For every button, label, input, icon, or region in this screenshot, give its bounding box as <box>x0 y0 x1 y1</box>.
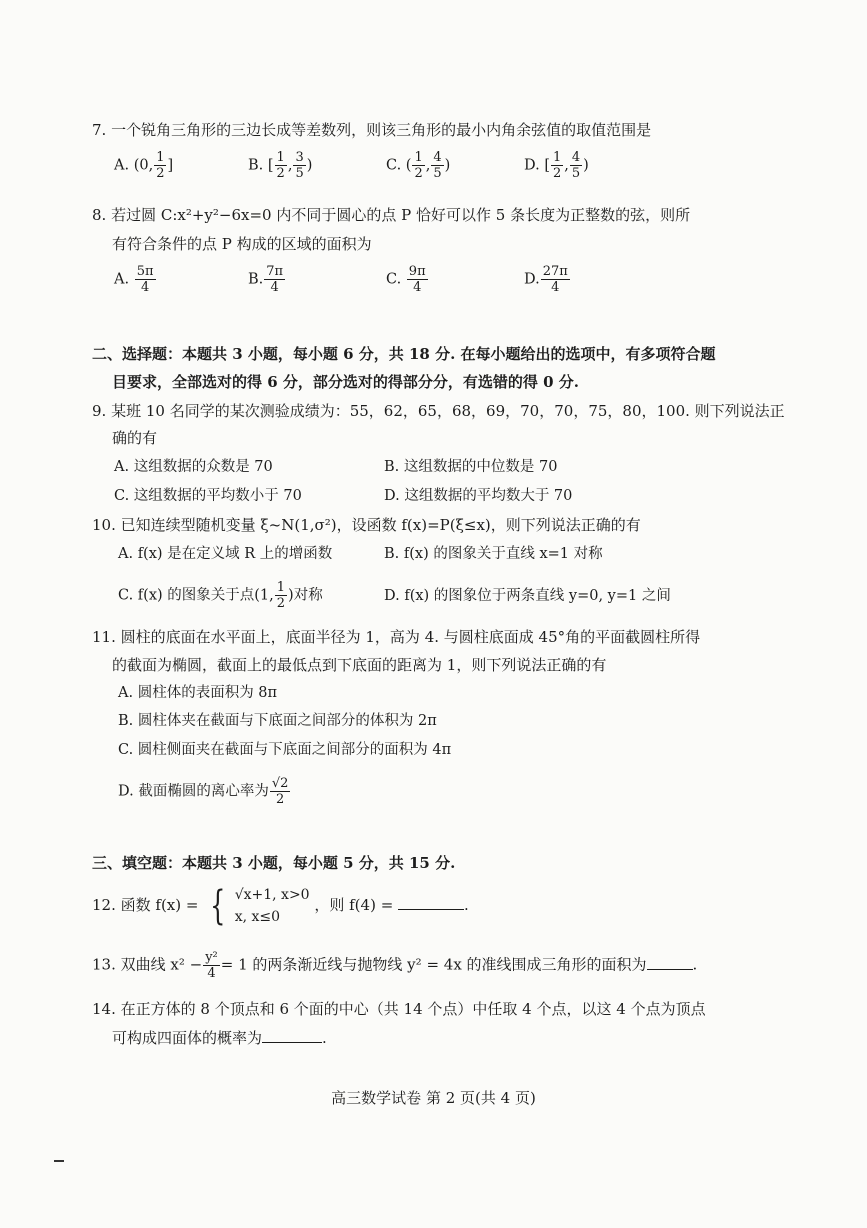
q11-option-c: C. 圆柱侧面夹在截面与下底面之间部分的面积为 4π <box>118 742 452 758</box>
q10-option-c: C. f(x) 的图象关于点(1, $\frac{1}{2}$ )对称 <box>118 580 323 611</box>
q7-stem: 7. 一个锐角三角形的三边长成等差数列，则该三角形的最小内角余弦值的取值范围是 <box>92 121 652 139</box>
q9-option-a: A. 这组数据的众数是 70 <box>114 459 273 475</box>
fraction: $\frac{1}{2}$ <box>276 580 286 611</box>
q8-option-a: A. $\frac{5\pi}{4}$ <box>114 264 154 295</box>
fraction: $\frac{1}{2}$ <box>414 150 423 181</box>
q8-option-c: C. $\frac{9\pi}{4}$ <box>386 264 426 295</box>
fraction: $\frac{1}{2}$ <box>276 150 285 181</box>
q8-stem-line2: 有符合条件的点 P 构成的区域的面积为 <box>112 235 372 253</box>
scan-mark <box>54 1160 64 1162</box>
q8-stem-line1: 8. 若过圆 C:x²+y²−6x=0 内不同于圆心的点 P 恰好可以作 5 条长度为正整数的弦，则所 <box>92 206 691 224</box>
fraction: $\frac{3}{5}$ <box>295 150 304 181</box>
q11-option-b: B. 圆柱体夹在截面与下底面之间部分的体积为 2π <box>118 713 437 729</box>
q9-option-b: B. 这组数据的中位数是 70 <box>384 459 558 475</box>
fraction: $\frac{27\pi}{4}$ <box>542 264 568 295</box>
q10-option-a: A. f(x) 是在定义域 R 上的增函数 <box>118 546 333 562</box>
q10-stem: 10. 已知连续型随机变量 ξ~N(1,σ²)，设函数 f(x)=P(ξ≤x)，则下列说法正确的有 <box>92 516 641 534</box>
fraction: $\frac{7\pi}{4}$ <box>266 264 284 295</box>
fraction: $\frac{5\pi}{4}$ <box>136 264 154 295</box>
q14-stem-line1: 14. 在正方体的 8 个顶点和 6 个面的中心（共 14 个点）中任取 4 个点，以这 4 个点为顶点 <box>92 1000 706 1018</box>
q11-option-a: A. 圆柱体的表面积为 8π <box>118 685 278 701</box>
fraction: $\frac{1}{2}$ <box>156 150 165 181</box>
q7-option-b: B. [ $\frac{1}{2}$ , $\frac{3}{5}$ ) <box>248 150 313 181</box>
fraction: $\frac{4}{5}$ <box>571 150 581 181</box>
q8-option-d: D. $\frac{27\pi}{4}$ <box>524 264 568 295</box>
brace-icon: { <box>210 883 226 929</box>
q11-stem-line2: 的截面为椭圆，截面上的最低点到下底面的距离为 1，则下列说法正确的有 <box>112 656 607 674</box>
q9-option-c: C. 这组数据的平均数小于 70 <box>114 488 302 504</box>
q13-stem: 13. 双曲线 x² − $\frac{\text{y²}}{4}$ = 1 的两条渐近线与抛物线 y² = 4x 的准线围成三角形的面积为 . <box>92 950 698 981</box>
q10-option-d: D. f(x) 的图象位于两条直线 y=0, y=1 之间 <box>384 588 671 604</box>
piecewise-function: { √x+1, x>0 x, x≤0 <box>210 883 310 929</box>
answer-blank <box>262 1029 322 1043</box>
q7-option-a: A. (0, $\frac{1}{2}$ ] <box>114 150 174 181</box>
fraction: $\frac{\text{y²}}{4}$ <box>205 950 218 981</box>
q12-stem: 12. 函数 f(x) = { √x+1, x>0 x, x≤0 ，则 f(4) = . <box>92 883 469 929</box>
answer-blank <box>647 956 693 970</box>
fraction: $\frac{1}{2}$ <box>553 150 562 181</box>
q7-option-c: C. ( $\frac{1}{2}$ , $\frac{4}{5}$ ) <box>386 150 451 181</box>
section3-heading: 三、填空题：本题共 3 小题，每小题 5 分，共 15 分. <box>92 854 456 872</box>
section2-heading: 二、选择题：本题共 3 小题，每小题 6 分，共 18 分. 在每小题给出的选项中，有多项符合题 <box>92 345 716 363</box>
page-footer: 高三数学试卷 第 2 页(共 4 页) <box>331 1089 536 1107</box>
fraction: $\frac{√2}{2}$ <box>271 776 289 807</box>
q11-option-d: D. 截面椭圆的离心率为 $\frac{√2}{2}$ <box>118 776 289 807</box>
q9-option-d: D. 这组数据的平均数大于 70 <box>384 488 573 504</box>
q10-option-b: B. f(x) 的图象关于直线 x=1 对称 <box>384 546 603 562</box>
q9-stem-line2: 确的有 <box>112 429 158 447</box>
fraction: $\frac{9\pi}{4}$ <box>408 264 426 295</box>
q14-stem-line2: 可构成四面体的概率为 . <box>112 1029 327 1047</box>
q7-option-d: D. [ $\frac{1}{2}$ , $\frac{4}{5}$ ) <box>524 150 589 181</box>
q8-option-b: B. $\frac{7\pi}{4}$ <box>248 264 284 295</box>
q11-stem-line1: 11. 圆柱的底面在水平面上，底面半径为 1，高为 4. 与圆柱底面成 45°角的平面截圆柱所得 <box>92 628 701 646</box>
fraction: $\frac{4}{5}$ <box>433 150 442 181</box>
answer-blank <box>398 896 464 910</box>
q9-stem-line1: 9. 某班 10 名同学的某次测验成绩为：55，62，65，68，69，70，70，75，80，100. 则下列说法正 <box>92 402 785 420</box>
section2-heading-cont: 目要求，全部选对的得 6 分，部分选对的得部分分，有选错的得 0 分. <box>112 373 579 391</box>
